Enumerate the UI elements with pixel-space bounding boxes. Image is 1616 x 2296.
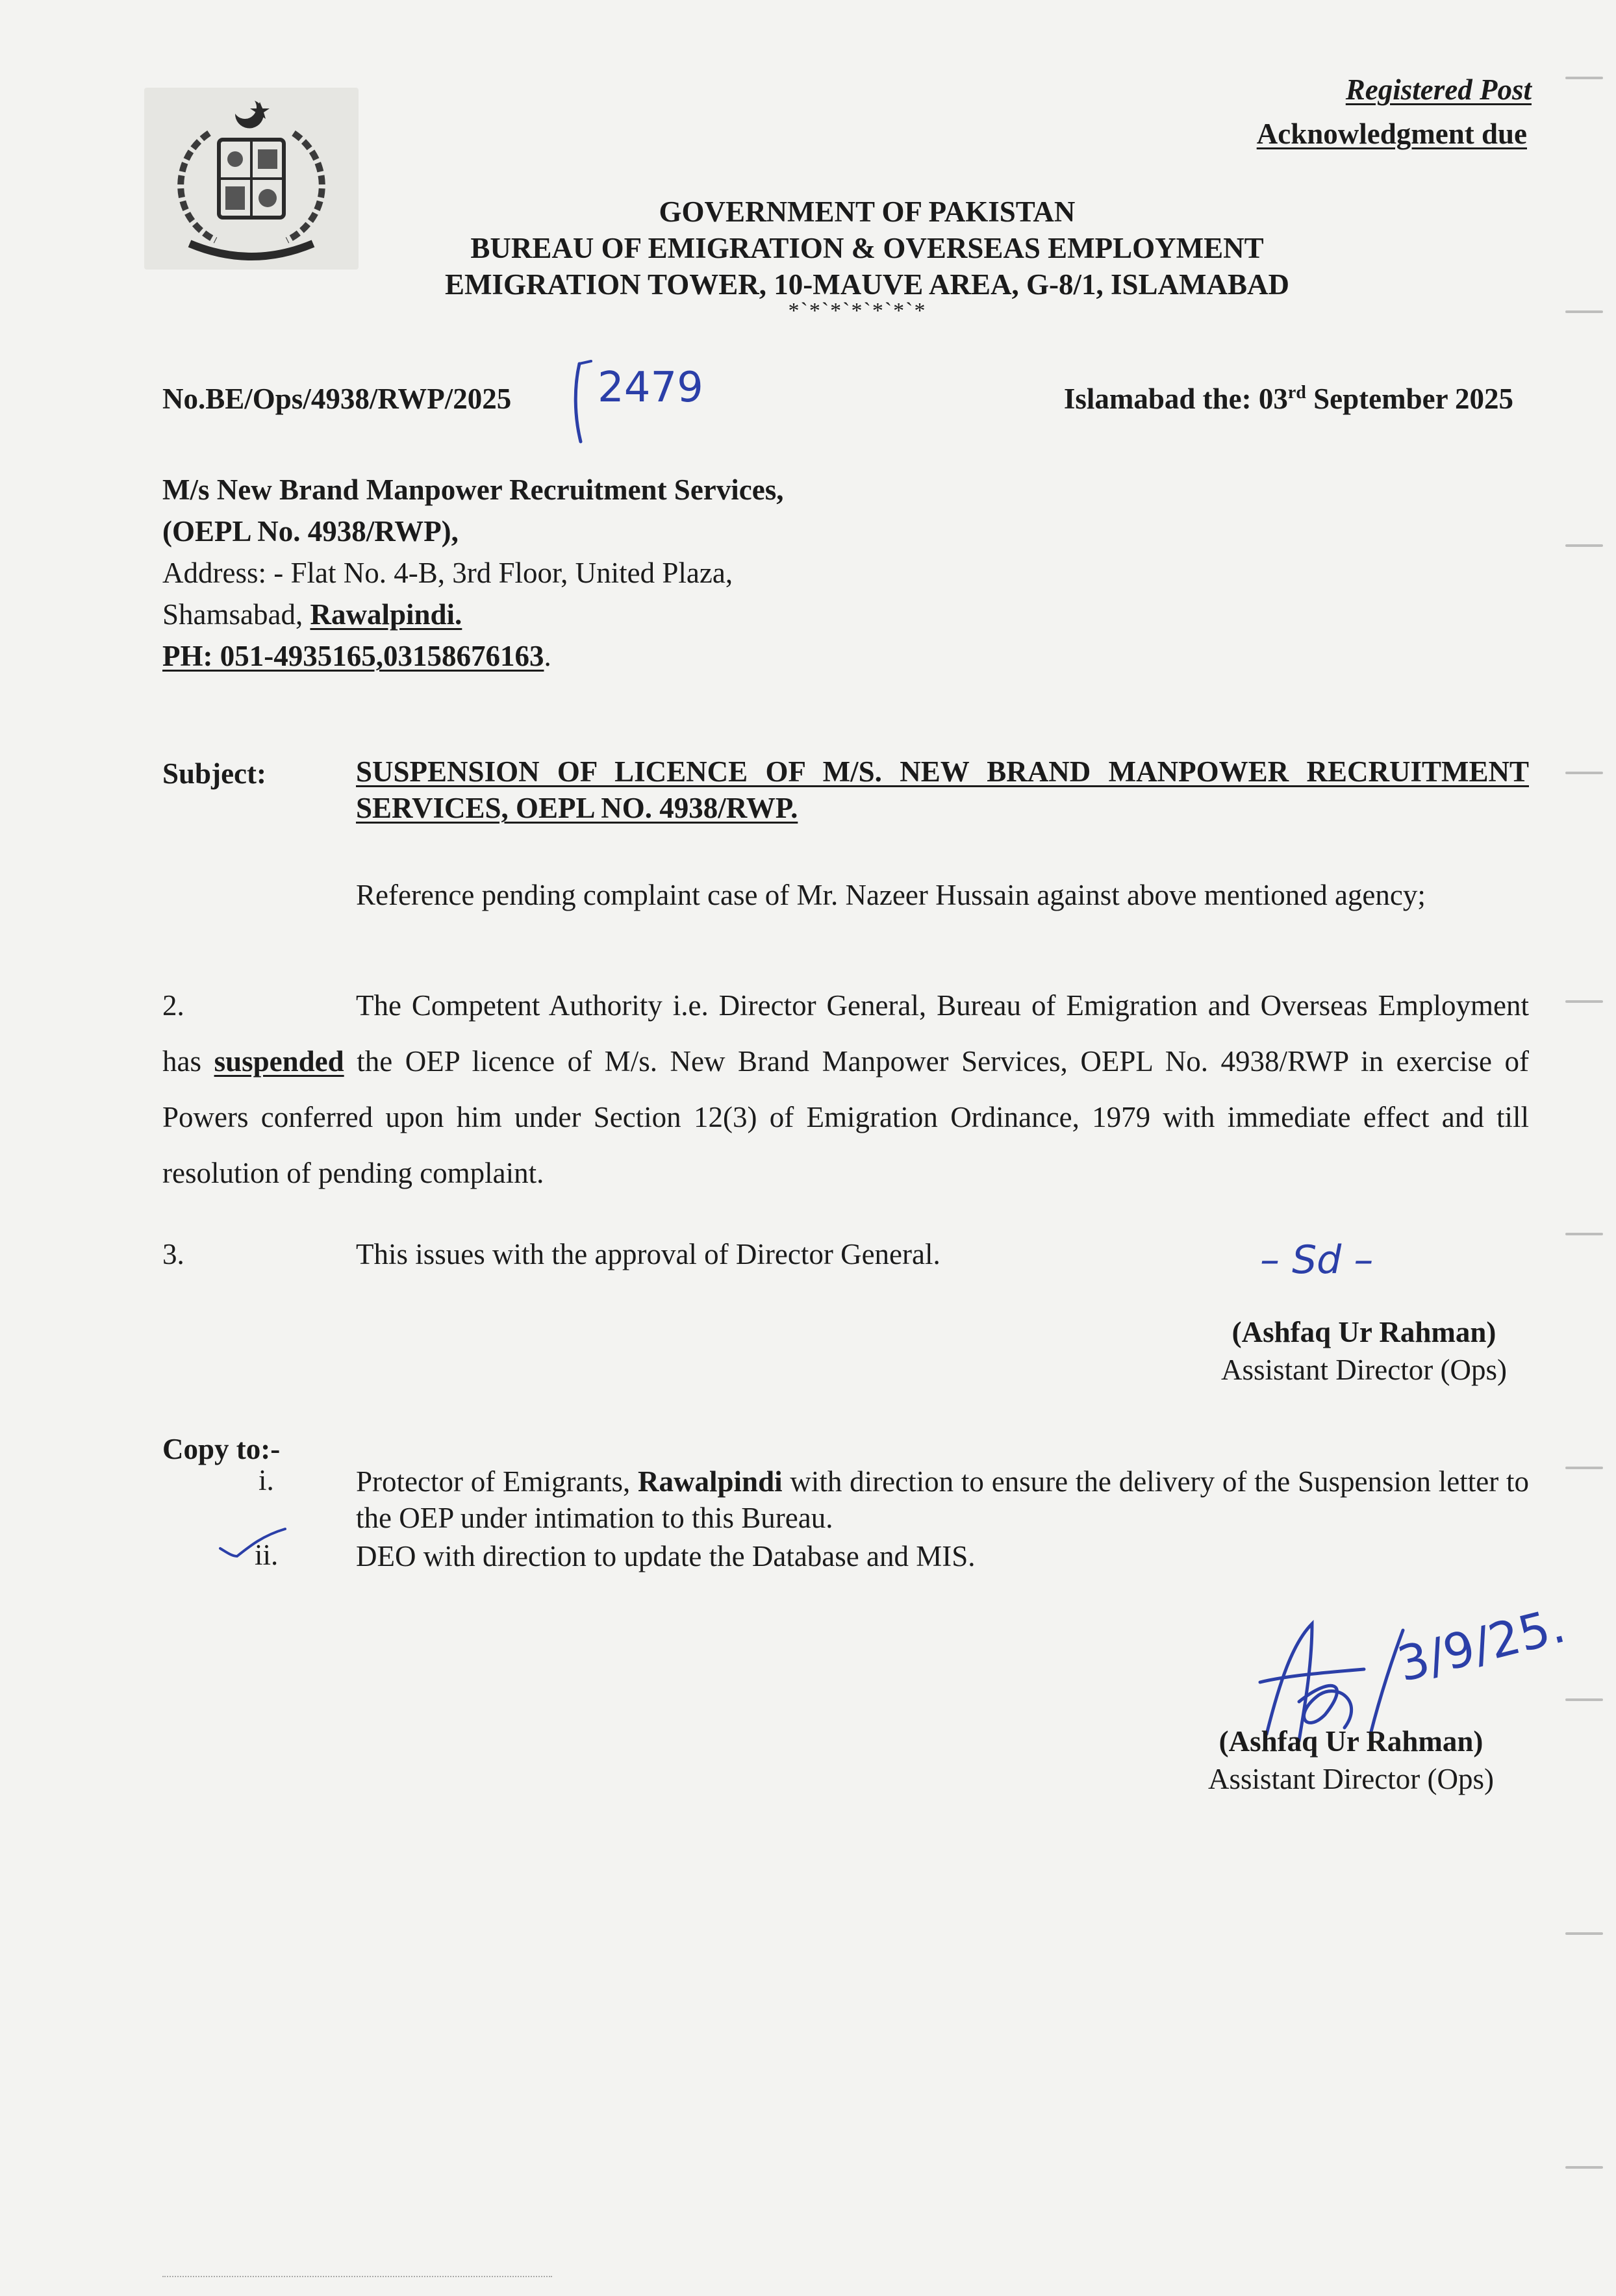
- subject-label: Subject:: [162, 757, 266, 790]
- paragraph-2: [162, 978, 1529, 1201]
- copy-item-1-end: with direction to ensure the delivery of the Suspension letter to the OEP under intimation to this Bureau.: [356, 1465, 1529, 1534]
- state-emblem-icon: [144, 88, 359, 270]
- addressee-name: M/s New Brand Manpower Recruitment Services,: [162, 473, 784, 506]
- registered-post-label: Registered Post: [1345, 73, 1532, 106]
- addressee-phone-line: [162, 635, 784, 677]
- footer-path-line: [162, 2276, 552, 2284]
- addressee-phone-suffix: .: [544, 640, 551, 672]
- handwritten-number-text: 2479: [598, 364, 703, 412]
- copy-item-1-city: Rawalpindi: [638, 1465, 783, 1498]
- signature-sd-mark: – Sd –: [1260, 1237, 1374, 1283]
- copy-item-number-2: ii.: [255, 1539, 279, 1571]
- signatory-title-1: Assistant Director (Ops): [1221, 1354, 1507, 1386]
- letterhead: [338, 194, 1396, 303]
- paragraph-2-suspended: suspended: [214, 1045, 344, 1078]
- addressee-phone: PH: 051-4935165,03158676163: [162, 640, 544, 672]
- addressee-city: Rawalpindi.: [310, 598, 462, 631]
- reference-number: No.BE/Ops/4938/RWP/2025: [162, 383, 512, 415]
- copy-to-label: Copy to:-: [162, 1433, 281, 1465]
- copy-item-1-start: Protector of Emigrants,: [356, 1465, 638, 1498]
- addressee-block: [162, 469, 784, 677]
- addressee-licence: (OEPL No. 4938/RWP),: [162, 515, 459, 548]
- letter-date: [1064, 382, 1513, 416]
- checkmark-icon: [218, 1526, 289, 1569]
- addressee-address-line1: Address: - Flat No. 4-B, 3rd Floor, United Plaza,: [162, 557, 733, 589]
- signatory-name-1: (Ashfaq Ur Rahman): [1231, 1316, 1496, 1348]
- letterhead-line-government: GOVERNMENT OF PAKISTAN: [659, 196, 1076, 228]
- addressee-address-line2: [162, 594, 784, 635]
- paragraph-2-text-end: the OEP licence of M/s. New Brand Manpower Services, OEPL No. 4938/RWP in exercise of Powers conferred upon him under Section 12(3) of Emigration Ordinance, 1979 with immediate effect and till resolution of pending complaint.: [162, 1045, 1529, 1189]
- letterhead-line-address: EMIGRATION TOWER, 10-MAUVE AREA, G-8/1, ISLAMABAD: [444, 268, 1290, 301]
- letterhead-line-bureau: BUREAU OF EMIGRATION & OVERSEAS EMPLOYMENT: [470, 232, 1264, 264]
- date-suffix-sup: rd: [1287, 383, 1306, 403]
- copy-item-number-1: i.: [259, 1464, 274, 1496]
- paragraph-3: This issues with the approval of Director General.: [356, 1238, 941, 1270]
- date-month-year: September 2025: [1306, 383, 1513, 415]
- paragraph-1: Reference pending complaint case of Mr. Nazeer Hussain against above mentioned agency;: [356, 879, 1426, 911]
- addressee-area: Shamsabad,: [162, 598, 310, 631]
- signatory-name-2: (Ashfaq Ur Rahman): [1218, 1725, 1483, 1758]
- signatory-title-2: Assistant Director (Ops): [1208, 1763, 1494, 1795]
- signatory-block-1: [1192, 1313, 1536, 1389]
- copy-item-1: [356, 1463, 1529, 1536]
- copy-item-2: DEO with direction to update the Database and MIS.: [356, 1540, 976, 1572]
- date-prefix: Islamabad the: 03: [1063, 383, 1288, 415]
- paragraph-2-text-start: The Competent Authority i.e. Director General, Bureau of Emigration and Overseas Employment has: [162, 989, 1529, 1078]
- paragraph-2-number: 2.: [162, 989, 184, 1022]
- acknowledgment-label: Acknowledgment due: [1256, 118, 1527, 150]
- signature-date: 3/9/25.: [1392, 1597, 1571, 1693]
- letterhead-stars: *`*`*`*`*`*`*: [788, 299, 927, 323]
- subject-text: [356, 753, 1529, 826]
- signatory-block-2: [1179, 1722, 1523, 1798]
- subject-value: SUSPENSION OF LICENCE OF M/S. NEW BRAND MANPOWER RECRUITMENT SERVICES, OEPL NO. 4938/RWP.: [356, 755, 1529, 824]
- paragraph-3-number: 3.: [162, 1238, 184, 1270]
